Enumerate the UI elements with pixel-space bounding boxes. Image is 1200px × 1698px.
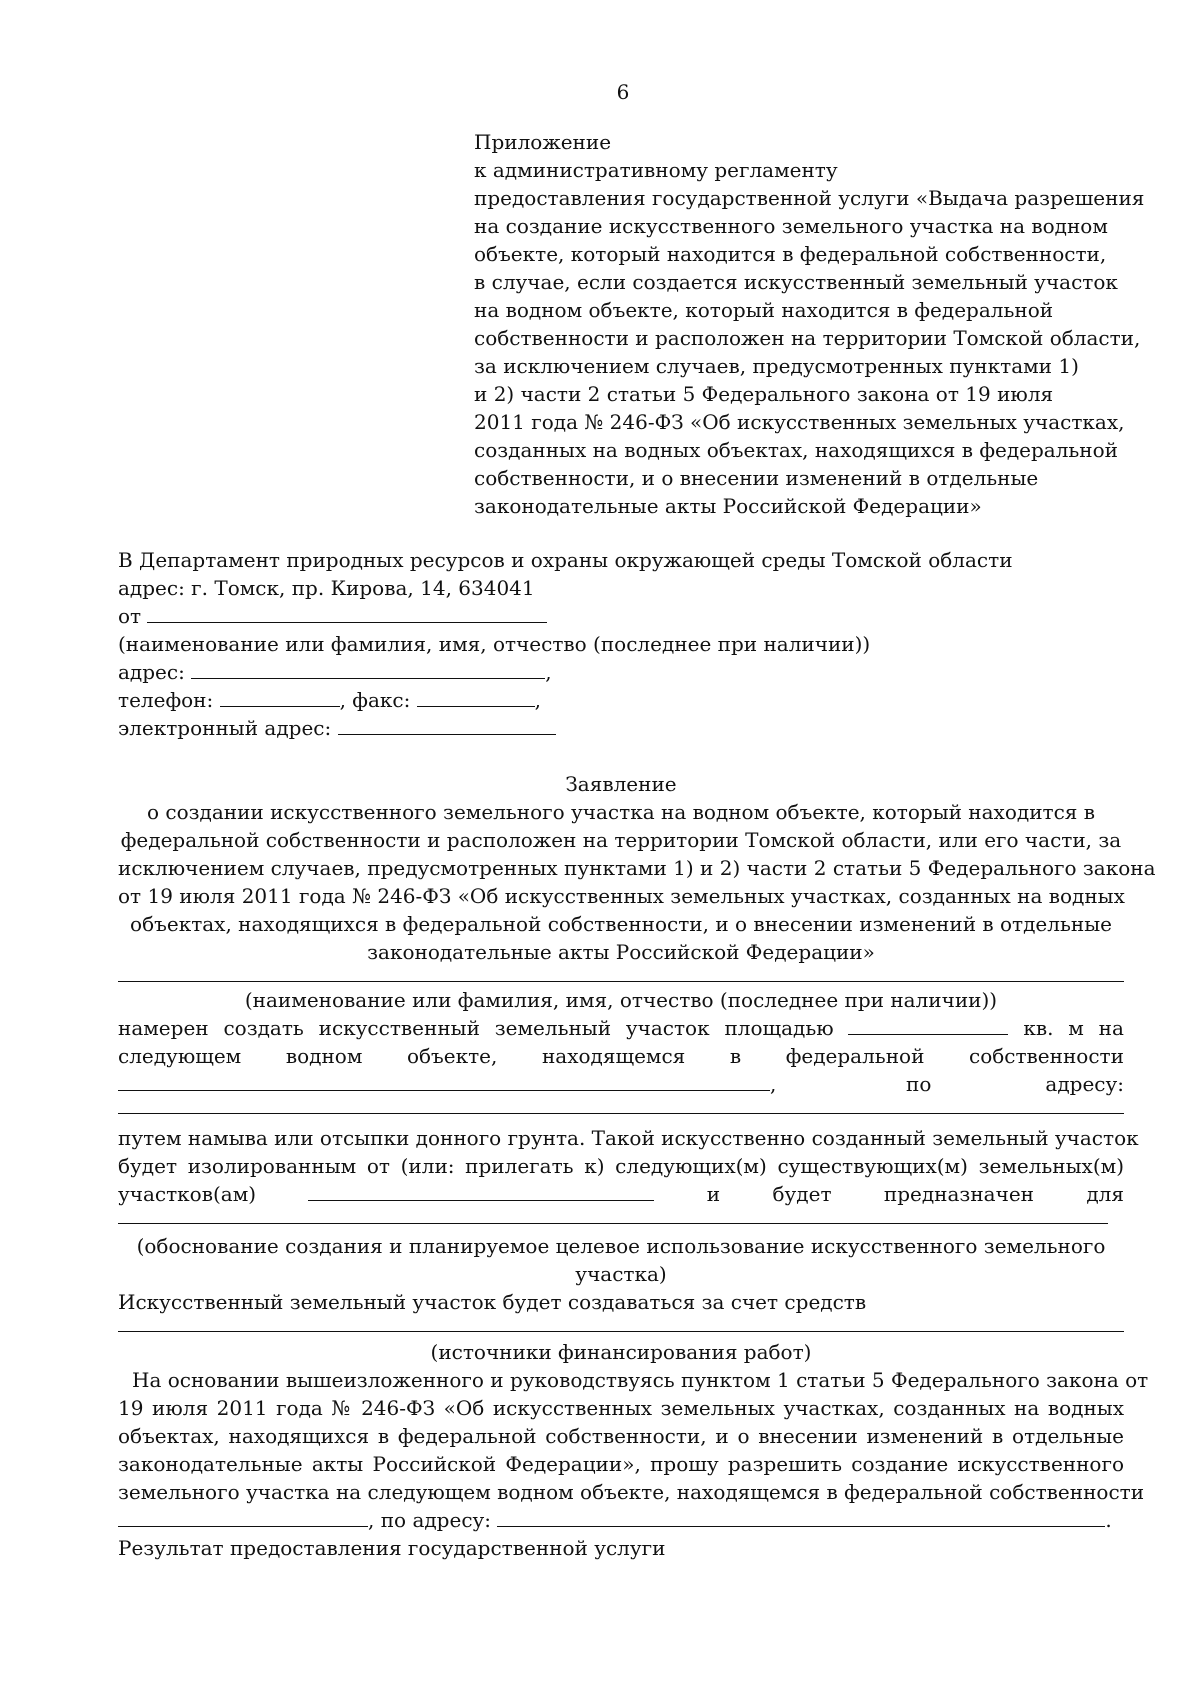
statement-line: объектах, находящихся в федеральной собственности, и о внесении изменений в отдельные xyxy=(130,912,1112,936)
plots-field[interactable] xyxy=(308,1180,654,1201)
word: участок xyxy=(625,1016,710,1040)
word: искусственный xyxy=(318,1016,480,1040)
appendix-line: Приложение xyxy=(474,130,612,154)
appendix-line: предоставления государственной услуги «Выдача разрешения xyxy=(474,186,1145,210)
email-label: электронный адрес: xyxy=(118,716,332,740)
water-object-address-line xyxy=(118,1070,1124,1098)
addressee-address: адрес: г. Томск, пр. Кирова, 14, 634041 xyxy=(118,576,535,600)
final-address-line xyxy=(118,1506,1124,1534)
statement-title: Заявление xyxy=(565,772,677,796)
justification-hint: участка) xyxy=(575,1262,667,1286)
word: площадью xyxy=(724,1016,834,1040)
email-row xyxy=(118,714,1118,742)
word: федеральной xyxy=(785,1044,925,1068)
address-field[interactable] xyxy=(191,658,545,679)
isolation-line: будет изолированным от (или: прилегать к) следующих(м) существующих(м) земельных(м) xyxy=(118,1154,1124,1178)
statement-line: о создании искусственного земельного участка на водном объекте, который находится в xyxy=(146,800,1096,824)
application-body xyxy=(118,980,1149,1562)
word: м xyxy=(1068,1016,1084,1040)
word: намерен xyxy=(118,1016,209,1040)
from-field[interactable] xyxy=(147,602,547,623)
appendix-line: объекте, который находится в федеральной собственности, xyxy=(474,242,1107,266)
word: предназначен xyxy=(883,1182,1034,1206)
word: в xyxy=(729,1044,742,1068)
from-label: от xyxy=(118,604,142,628)
word: собственности xyxy=(969,1044,1124,1068)
phone-field[interactable] xyxy=(220,686,340,707)
comma: , xyxy=(534,688,542,712)
word: будет xyxy=(772,1182,832,1206)
applicant-name-field[interactable] xyxy=(118,980,1124,982)
period: . xyxy=(1105,1508,1112,1532)
phone-row xyxy=(118,686,1118,714)
word: и xyxy=(706,1182,721,1206)
addressee-to: В Департамент природных ресурсов и охраны окружающей среды Томской области xyxy=(118,548,1013,572)
word: находящемся xyxy=(541,1044,686,1068)
addressee-block xyxy=(118,546,1118,742)
result-line: Результат предоставления государственной услуги xyxy=(118,1536,666,1560)
appendix-line: 2011 года № 246-ФЗ «Об искусственных земельных участках, xyxy=(474,410,1125,434)
appendix-line: в случае, если создается искусственный земельный участок xyxy=(474,270,1118,294)
water-body-field[interactable] xyxy=(118,1506,368,1527)
comma: , xyxy=(770,1072,777,1096)
basis-line: На основании вышеизложенного и руководствуясь пунктом 1 статьи 5 Федерального закона от xyxy=(132,1368,1149,1392)
address-label: адрес: xyxy=(118,660,185,684)
address-row xyxy=(118,658,1118,686)
appendix-line: законодательные акты Российской Федерации» xyxy=(474,494,982,518)
water-object-line xyxy=(118,1042,1124,1070)
word: земельный xyxy=(494,1016,612,1040)
final-address-label: , по адресу: xyxy=(368,1508,492,1532)
statement-line: законодательные акты Российской Федерации» xyxy=(367,940,875,964)
appendix-line: к административному регламенту xyxy=(474,158,838,182)
page-number: 6 xyxy=(616,80,630,104)
fax-label: , факс: xyxy=(339,688,411,712)
basis-line: земельного участка на следующем водном объекте, находящемся в федеральной собственности xyxy=(118,1480,1145,1504)
appendix-line: и 2) части 2 статьи 5 Федерального закона от 19 июля xyxy=(474,382,1054,406)
fax-field[interactable] xyxy=(417,686,535,707)
area-field[interactable] xyxy=(848,1014,1008,1035)
appendix-line: за исключением случаев, предусмотренных пунктами 1) xyxy=(474,354,1079,378)
appendix-line: на создание искусственного земельного участка на водном xyxy=(474,214,1108,238)
phone-label: телефон: xyxy=(118,688,214,712)
justification-hint: (обоснование создания и планируемое целевое использование искусственного земельного xyxy=(136,1234,1106,1258)
statement-block xyxy=(118,770,1156,966)
appendix-line: созданных на водных объектах, находящихся в федеральной xyxy=(474,438,1119,462)
appendix-line: на водном объекте, который находится в федеральной xyxy=(474,298,1054,322)
funding-hint: (источники финансирования работ) xyxy=(430,1340,812,1364)
word: создать xyxy=(223,1016,304,1040)
plots-label: участков(ам) xyxy=(118,1182,257,1206)
basis-line: объектах, находящихся в федеральной собственности, и о внесении изменений в отдельные xyxy=(118,1424,1124,1448)
appendix-line: собственности и расположен на территории Томской области, xyxy=(474,326,1141,350)
email-field[interactable] xyxy=(338,714,556,735)
word: объекте, xyxy=(406,1044,498,1068)
word: следующем xyxy=(118,1044,242,1068)
word: адресу: xyxy=(1045,1072,1124,1096)
from-row xyxy=(118,602,1118,630)
funding-line: Искусственный земельный участок будет создаваться за счет средств xyxy=(118,1290,867,1314)
word: на xyxy=(1098,1016,1124,1040)
plots-line xyxy=(118,1180,1124,1208)
water-object-field[interactable] xyxy=(118,1070,770,1091)
applicant-name-hint: (наименование или фамилия, имя, отчество (последнее при наличии)) xyxy=(244,988,998,1012)
appendix-header xyxy=(474,128,1145,520)
word: водном xyxy=(285,1044,363,1068)
comma: , xyxy=(545,660,552,684)
intent-line xyxy=(118,1014,1124,1042)
basis-line: 19 июля 2011 года № 246-ФЗ «Об искусственных земельных участках, созданных на водных xyxy=(118,1396,1124,1420)
basis-line: законодательные акты Российской Федерации», прошу разрешить создание искусственного xyxy=(118,1452,1124,1476)
final-address-field[interactable] xyxy=(497,1506,1105,1527)
method-line: путем намыва или отсыпки донного грунта. Такой искусственно созданный земельный участок xyxy=(118,1126,1139,1150)
statement-line: федеральной собственности и расположен на территории Томской области, или его части, за xyxy=(120,828,1122,852)
statement-line: от 19 июля 2011 года № 246-ФЗ «Об искусственных земельных участках, созданных на водных xyxy=(118,884,1125,908)
statement-line: исключением случаев, предусмотренных пунктами 1) и 2) части 2 статьи 5 Федерального закона xyxy=(118,856,1156,880)
appendix-line: собственности, и о внесении изменений в отдельные xyxy=(474,466,1039,490)
word: кв. xyxy=(1023,1016,1054,1040)
word: для xyxy=(1086,1182,1124,1206)
word: по xyxy=(906,1072,932,1096)
name-hint: (наименование или фамилия, имя, отчество (последнее при наличии)) xyxy=(118,632,871,656)
